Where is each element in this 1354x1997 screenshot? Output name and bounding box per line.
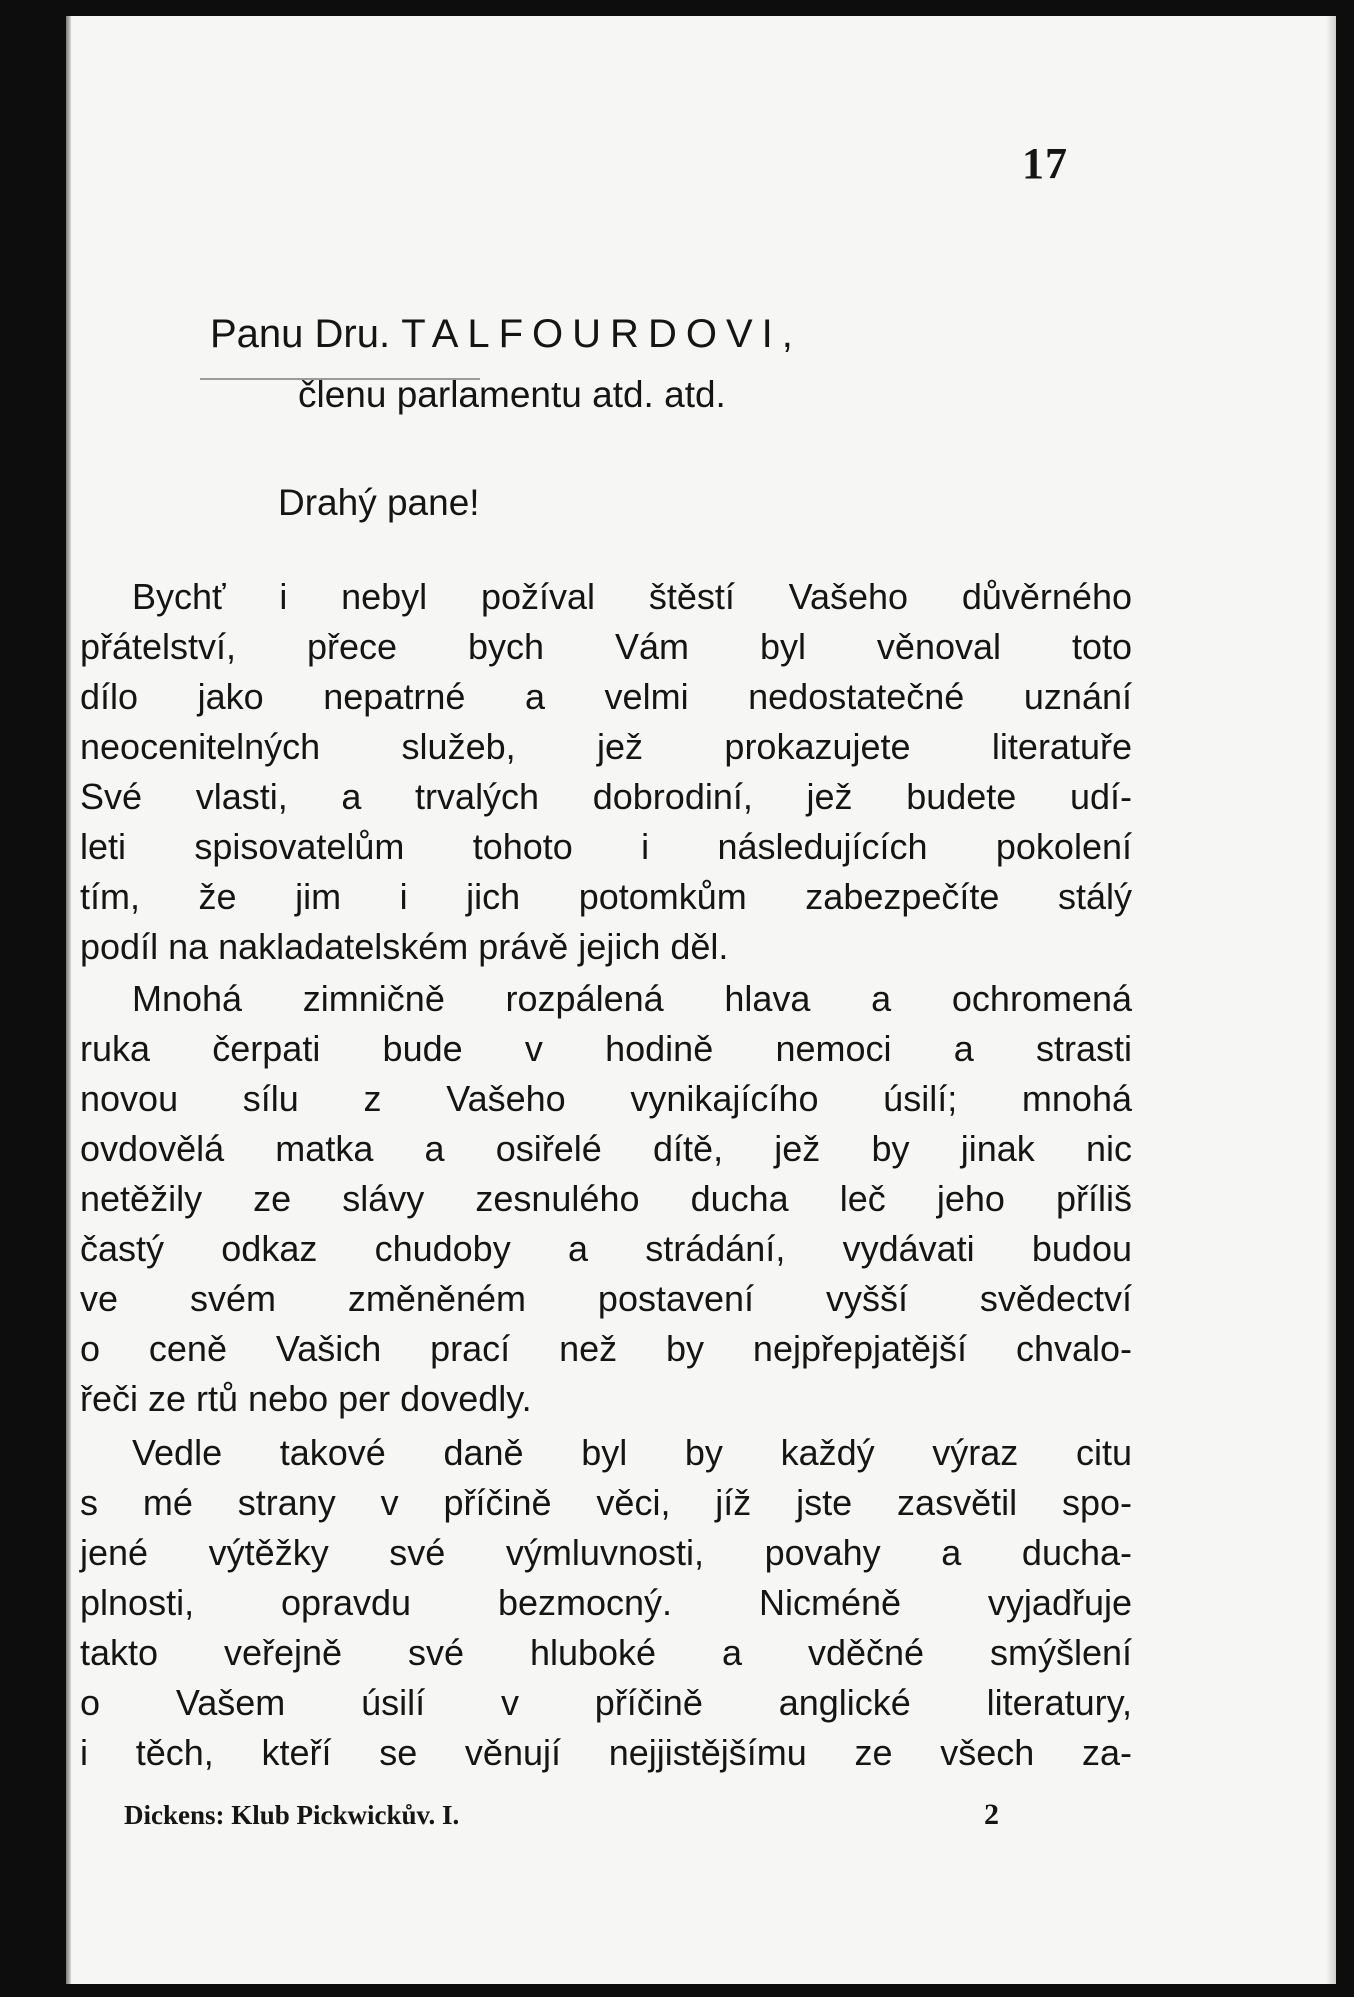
text-column bbox=[80, 16, 1140, 1984]
body-line: o ceně Vašich prací než by nejpřepjatější chvalo- bbox=[80, 1328, 1132, 1369]
salutation: Drahý pane! bbox=[278, 482, 480, 523]
body-line: takto veřejně své hluboké a vděčné smýšlení bbox=[80, 1632, 1132, 1673]
body-line: ovdovělá matka a osiřelé dítě, jež by jinak nic bbox=[80, 1128, 1132, 1169]
body-line: častý odkaz chudoby a strádání, vydávati budou bbox=[80, 1228, 1132, 1269]
body-line: ve svém změněném postavení vyšší svědectví bbox=[80, 1278, 1132, 1319]
book-page bbox=[66, 16, 1336, 1984]
body-line: s mé strany v příčině věci, jíž jste zasvětil spo- bbox=[80, 1482, 1132, 1523]
body-line: neocenitelných služeb, jež prokazujete literatuře bbox=[80, 726, 1132, 767]
body-line: leti spisovatelům tohoto i následujících pokolení bbox=[80, 826, 1132, 867]
page-number: 17 bbox=[1022, 139, 1068, 188]
body-line: i těch, kteří se věnují nejjistějšímu ze všech za- bbox=[80, 1732, 1132, 1773]
body-line: Své vlasti, a trvalých dobrodiní, jež budete udí- bbox=[80, 776, 1132, 817]
body-line: netěžily ze slávy zesnulého ducha leč jeho příliš bbox=[80, 1178, 1132, 1219]
body-line: přátelství, přece bych Vám byl věnoval toto bbox=[80, 626, 1132, 667]
address-title: členu parlamentu atd. atd. bbox=[298, 374, 726, 415]
body-line: tím, že jim i jich potomkům zabezpečíte stálý bbox=[80, 876, 1132, 917]
body-line: dílo jako nepatrné a velmi nedostatečné uznání bbox=[80, 676, 1132, 717]
address-prefix: Panu Dru. bbox=[210, 312, 391, 356]
body-line: podíl na nakladatelském právě jejich děl. bbox=[80, 926, 729, 967]
page-edge bbox=[1326, 16, 1336, 1984]
body-line: novou sílu z Vašeho vynikajícího úsilí; mnohá bbox=[80, 1078, 1132, 1119]
body-line: Bychť i nebyl požíval štěstí Vašeho důvěrného bbox=[132, 576, 1132, 617]
body-line: řeči ze rtů nebo per dovedly. bbox=[80, 1378, 532, 1419]
address-recipient bbox=[210, 312, 802, 357]
footer-sheet-number: 2 bbox=[984, 1798, 999, 1831]
body-line: plnosti, opravdu bezmocný. Nicméně vyjadřuje bbox=[80, 1582, 1132, 1623]
body-line: Mnohá zimničně rozpálená hlava a ochromená bbox=[132, 978, 1132, 1019]
body-line: o Vašem úsilí v příčině anglické literatury, bbox=[80, 1682, 1132, 1723]
footer-signature: Dickens: Klub Pickwickův. I. bbox=[124, 1800, 460, 1830]
body-line: ruka čerpati bude v hodině nemoci a strasti bbox=[80, 1028, 1132, 1069]
page-gutter bbox=[66, 16, 71, 1984]
body-line: Vedle takové daně byl by každý výraz citu bbox=[132, 1432, 1132, 1473]
body-line: jené výtěžky své výmluvnosti, povahy a ducha- bbox=[80, 1532, 1132, 1573]
address-name: TALFOURDOVI, bbox=[401, 312, 802, 356]
